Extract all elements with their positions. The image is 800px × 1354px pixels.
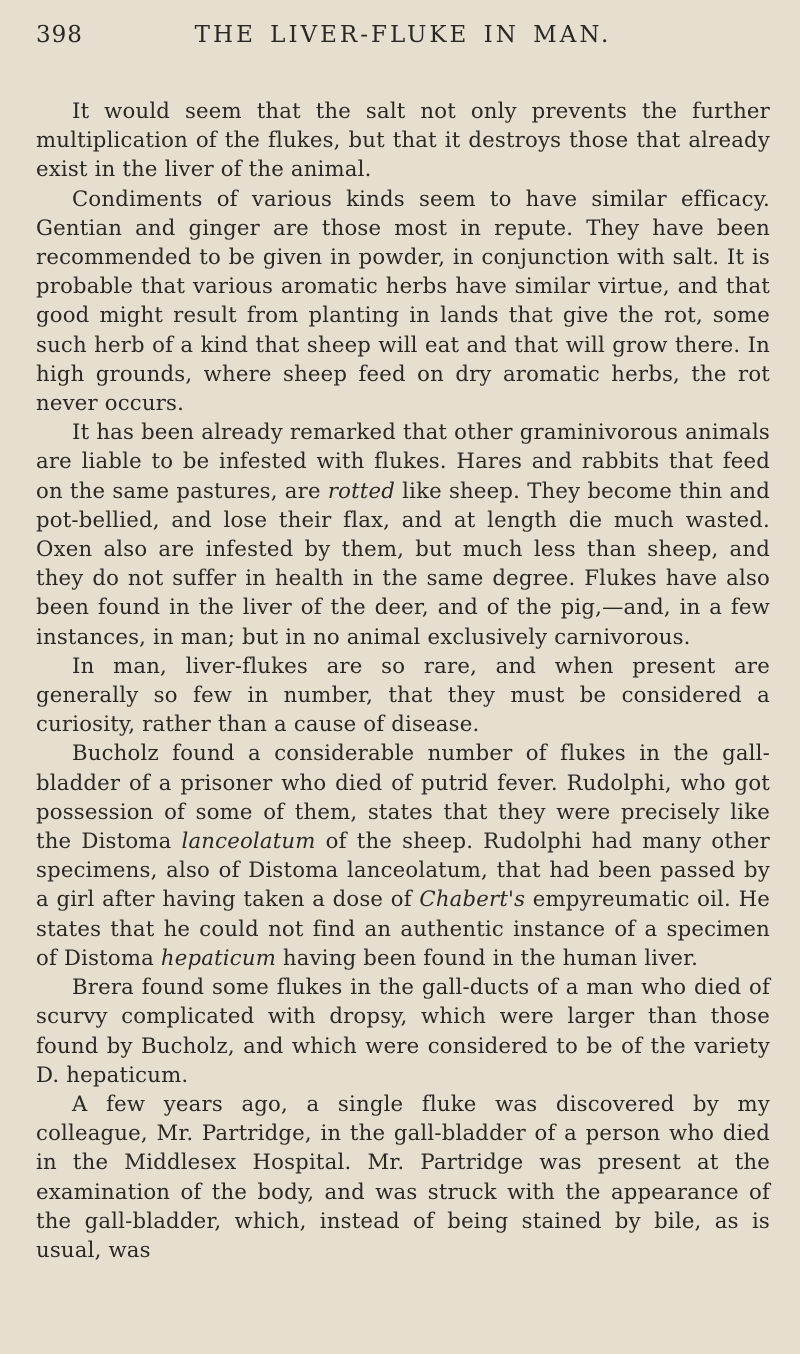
paragraph-brera: Brera found some flukes in the gall-ducts of a man who died of scurvy complicated with dropsy, which were larger than those found by Bucholz, and which were considered to be of the variety D. hepaticum.: [36, 974, 770, 1087]
paragraph-bucholz: [36, 738, 770, 972]
running-head: [36, 0, 770, 64]
italic-name: Chabert's: [419, 886, 526, 912]
paragraph-other-animals: [36, 417, 770, 651]
book-page: [36, 0, 770, 1354]
paragraph-in-man: In man, liver-flukes are so rare, and when present are generally so few in number, that they must be considered a curiosity, rather than a cause of disease.: [36, 652, 770, 737]
paragraph-text: empyreumatic oil. He states that he could not find an authentic instance of a specimen of Distoma: [36, 886, 770, 970]
paragraph-text: Bucholz found a considerable number of flukes in the gall-bladder of a prisoner who died of putrid fever. Rudolphi, who got possession of some of them, states that they were precisely like the Distoma: [36, 740, 770, 854]
paragraph-text: like sheep. They become thin and pot-bellied, and lose their flax, and at length die much wasted. Oxen also are infested by them, but much less than sheep, and they do not suffer in health in the same degree. Flukes have also been found in the liver of the deer, and of the pig,—and, in a few instances, in man; but in no animal exclusively carnivorous.: [36, 477, 770, 649]
paragraph-text: It has been already remarked that other graminivorous animals are liable to be infested with flukes. Hares and rabbits that feed on the same pastures, are: [36, 419, 770, 503]
page-number: 398: [36, 22, 83, 48]
paragraph-salt-effect: It would seem that the salt not only prevents the further multiplication of the flukes, but that it destroys those that already exist in the liver of the animal.: [36, 98, 770, 182]
paragraph-text: having been found in the human liver.: [275, 944, 699, 970]
body-text: [36, 96, 770, 1264]
italic-term: rotted: [327, 477, 396, 503]
paragraph-condiments: Condiments of various kinds seem to have similar efficacy. Gentian and ginger are those most in repute. They have been recommended to be given in powder, in conjunction with salt. It is probable that various aromatic herbs have similar virtue, and that good might result from planting in lands that give the rot, some such herb of a kind that sheep will eat and that will grow there. In high grounds, where sheep feed on dry aromatic herbs, the rot never occurs.: [36, 185, 770, 416]
paragraph-partridge: A few years ago, a single fluke was discovered by my colleague, Mr. Partridge, in the gall-bladder of a person who died in the Middlesex Hospital. Mr. Partridge was present at the examination of the body, and was struck with the appearance of the gall-bladder, which, instead of being stained by bile, as is usual, was: [36, 1090, 770, 1262]
paragraph-text: of the sheep. Rudolphi had many other specimens, also of Distoma lanceolatum, that had been passed by a girl after having taken a dose of: [36, 828, 770, 912]
italic-term: hepaticum: [160, 944, 276, 970]
running-title: THE LIVER-FLUKE IN MAN.: [194, 22, 612, 48]
italic-term: lanceolatum: [181, 828, 316, 854]
